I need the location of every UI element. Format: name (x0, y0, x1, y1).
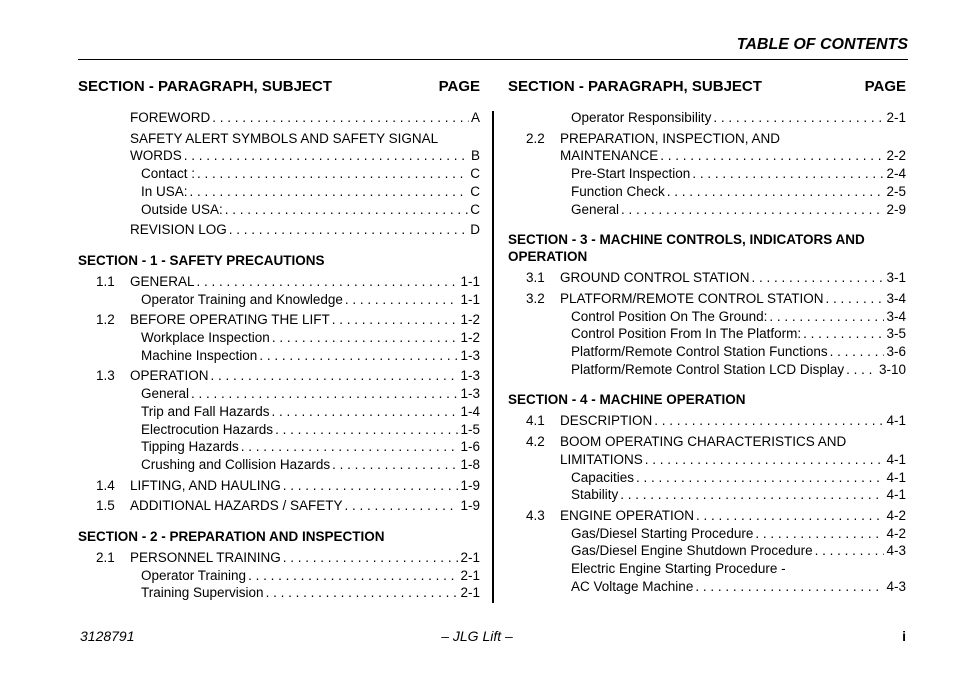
toc-entry-title: PREPARATION, INSPECTION, AND (560, 130, 781, 146)
toc-entry-page: C (470, 166, 480, 182)
toc-entry[interactable] (508, 361, 906, 379)
dot-leader (660, 147, 884, 165)
toc-entry[interactable] (508, 560, 906, 578)
toc-entry-title: Outside USA: (141, 201, 223, 217)
toc-list-left (78, 109, 480, 602)
dot-leader (695, 578, 884, 596)
footer-publisher: – JLG Lift – (441, 628, 513, 644)
toc-entry[interactable] (78, 385, 480, 403)
dot-leader (645, 451, 885, 469)
toc-entry[interactable] (508, 525, 906, 543)
dot-leader (769, 308, 884, 326)
column-header-subject: SECTION - PARAGRAPH, SUBJECT (78, 78, 332, 95)
toc-entry-title: BEFORE OPERATING THE LIFT (130, 312, 330, 328)
toc-entry[interactable] (78, 549, 480, 567)
toc-entry[interactable] (78, 584, 480, 602)
toc-entry-title: MAINTENANCE (560, 148, 659, 164)
footer-page-number: i (902, 628, 906, 644)
column-divider (492, 111, 494, 603)
dot-leader (272, 329, 459, 347)
toc-entry-title: Crushing and Collision Hazards (141, 456, 331, 472)
toc-entry-title: Platform/Remote Control Station Functions (571, 344, 828, 360)
toc-entry-page: 2-4 (886, 166, 906, 182)
toc-entry-page: A (470, 110, 480, 125)
toc-entry[interactable] (78, 347, 480, 365)
toc-entry[interactable] (508, 147, 906, 165)
toc-entry[interactable] (508, 130, 906, 148)
toc-entry-title: Machine Inspection (141, 347, 258, 363)
toc-entry-page: 1-4 (460, 403, 480, 419)
dot-leader (803, 325, 884, 343)
dot-leader (345, 291, 459, 309)
toc-entry-page: 1-5 (460, 421, 480, 437)
dot-leader (815, 542, 885, 560)
toc-entry-page: 2-1 (886, 110, 906, 125)
toc-entry[interactable] (508, 343, 906, 361)
toc-entry-number: 1.2 (96, 312, 115, 328)
toc-entry-page: C (470, 183, 480, 199)
toc-entry-title: Gas/Diesel Engine Shutdown Procedure (571, 543, 813, 559)
toc-entry-page: 4-1 (886, 413, 906, 429)
toc-entry-title: Trip and Fall Hazards (141, 403, 270, 419)
column-header-left (78, 78, 480, 98)
toc-entry[interactable] (78, 183, 480, 201)
dot-leader (259, 347, 458, 365)
toc-entry-number: 1.1 (96, 273, 115, 289)
dot-leader (332, 311, 459, 329)
toc-entry[interactable] (508, 578, 906, 596)
toc-entry-title: Contact : (141, 166, 196, 182)
toc-section-heading: SECTION - 3 - MACHINE CONTROLS, INDICATORS AND OPERATION (508, 232, 865, 265)
toc-entry-page: 1-3 (460, 347, 480, 363)
toc-entry-title: SAFETY ALERT SYMBOLS AND SAFETY SIGNAL (130, 130, 439, 146)
toc-entry[interactable] (508, 451, 906, 469)
toc-entry[interactable] (78, 221, 480, 239)
toc-entry-title: Gas/Diesel Starting Procedure (571, 525, 754, 541)
toc-entry-page: 1-9 (460, 477, 480, 493)
dot-leader (190, 183, 469, 201)
document-header-title: TABLE OF CONTENTS (736, 36, 908, 53)
dot-leader (212, 109, 469, 127)
toc-entry[interactable] (78, 201, 480, 219)
toc-entry-title: GENERAL (130, 273, 195, 289)
toc-entry[interactable] (508, 486, 906, 504)
toc-entry-page: 4-1 (886, 451, 906, 467)
toc-entry-title: Control Position From In The Platform: (571, 326, 802, 342)
toc-entry-page: 2-1 (460, 585, 480, 601)
dot-leader (713, 109, 884, 127)
toc-entry[interactable] (508, 201, 906, 219)
dot-leader (332, 456, 458, 474)
toc-entry-title: Workplace Inspection (141, 330, 270, 346)
toc-entry-number: 2.1 (96, 550, 115, 566)
toc-entry[interactable] (78, 456, 480, 474)
toc-entry-title: Control Position On The Ground: (571, 308, 768, 324)
toc-entry-page: 1-3 (460, 368, 480, 384)
toc-entry-number: 3.2 (526, 290, 545, 306)
column-header-right (508, 78, 906, 98)
dot-leader (248, 567, 458, 585)
dot-leader (241, 438, 459, 456)
toc-entry-page: 2-1 (460, 550, 480, 566)
toc-entry[interactable] (78, 147, 480, 165)
dot-leader (654, 412, 884, 430)
toc-entry-title: FOREWORD (130, 110, 211, 125)
toc-entry-page: C (470, 201, 480, 217)
toc-entry-title: ENGINE OPERATION (560, 507, 695, 523)
toc-entry-page: 1-1 (460, 273, 480, 289)
toc-entry-number: 4.2 (526, 434, 545, 450)
dot-leader (283, 549, 459, 567)
header-rule (78, 59, 908, 60)
toc-entry-title: Training Supervision (141, 585, 264, 601)
toc-entry-title: Operator Responsibility (571, 110, 712, 125)
dot-leader (692, 165, 884, 183)
toc-entry[interactable] (508, 325, 906, 343)
toc-entry[interactable] (508, 183, 906, 201)
toc-entry-title: PLATFORM/REMOTE CONTROL STATION (560, 290, 824, 306)
dot-leader (621, 201, 884, 219)
toc-entry-page: 2-1 (460, 567, 480, 583)
toc-entry-page: 4-3 (886, 543, 906, 559)
toc-entry[interactable] (78, 497, 480, 515)
toc-entry-page: 3-5 (886, 326, 906, 342)
toc-entry-title: Stability (571, 487, 619, 503)
toc-entry[interactable] (508, 308, 906, 326)
toc-entry[interactable] (78, 109, 480, 127)
toc-entry-title: Electric Engine Starting Procedure - (571, 561, 786, 577)
dot-leader (266, 584, 459, 602)
dot-leader (345, 497, 459, 515)
toc-entry-title: WORDS (130, 148, 182, 164)
toc-entry-page: 1-8 (460, 456, 480, 472)
toc-column-left (78, 78, 480, 602)
column-header-subject: SECTION - PARAGRAPH, SUBJECT (508, 78, 762, 95)
dot-leader (225, 201, 468, 219)
toc-entry-page: B (470, 148, 480, 164)
toc-entry-title: AC Voltage Machine (571, 578, 694, 594)
dot-leader (229, 221, 468, 239)
toc-entry-title: LIMITATIONS (560, 451, 643, 467)
dot-leader (846, 361, 877, 379)
toc-entry[interactable] (508, 109, 906, 127)
toc-entry-page: 1-6 (460, 439, 480, 455)
dot-leader (272, 403, 459, 421)
toc-entry[interactable] (78, 329, 480, 347)
toc-entry-title: PERSONNEL TRAINING (130, 550, 281, 566)
dot-leader (620, 486, 884, 504)
toc-entry-page: 3-10 (878, 361, 906, 377)
column-header-page: PAGE (864, 78, 906, 95)
toc-entry-page: 1-3 (460, 386, 480, 402)
toc-entry[interactable] (508, 412, 906, 430)
dot-leader (197, 273, 459, 291)
toc-entry-number: 1.5 (96, 498, 115, 514)
toc-entry-title: Pre-Start Inspection (571, 166, 691, 182)
toc-entry-number: 4.1 (526, 413, 545, 429)
toc-entry-title: General (141, 386, 190, 402)
toc-entry-title: General (571, 201, 620, 217)
toc-entry-page: 3-1 (886, 270, 906, 286)
toc-entry[interactable] (78, 477, 480, 495)
toc-entry[interactable] (78, 165, 480, 183)
toc-entry-page: 1-2 (460, 312, 480, 328)
toc-entry-page: 1-1 (460, 291, 480, 307)
toc-entry-title: Operator Training and Knowledge (141, 291, 343, 307)
toc-entry-title: Platform/Remote Control Station LCD Display (571, 361, 845, 377)
toc-entry[interactable] (508, 542, 906, 560)
toc-entry-title: GROUND CONTROL STATION (560, 270, 750, 286)
toc-column-right (508, 78, 906, 595)
toc-section-heading: SECTION - 1 - SAFETY PRECAUTIONS (78, 252, 325, 268)
toc-entry-page: 3-6 (886, 344, 906, 360)
toc-entry-number: 1.4 (96, 477, 115, 493)
toc-entry-page: 4-2 (886, 525, 906, 541)
dot-leader (191, 385, 458, 403)
toc-entry-title: BOOM OPERATING CHARACTERISTICS AND (560, 434, 847, 450)
toc-entry-title: Function Check (571, 183, 665, 199)
toc-entry-title: DESCRIPTION (560, 413, 653, 429)
toc-entry[interactable] (78, 311, 480, 329)
toc-entry-number: 2.2 (526, 130, 545, 146)
toc-entry-page: 3-4 (886, 290, 906, 306)
toc-entry-number: 1.3 (96, 368, 115, 384)
toc-entry-page: 1-2 (460, 330, 480, 346)
toc-entry-page: 4-1 (886, 469, 906, 485)
toc-entry[interactable] (508, 507, 906, 525)
toc-entry[interactable] (508, 269, 906, 287)
toc-section-heading: SECTION - 4 - MACHINE OPERATION (508, 392, 746, 408)
toc-entry-page: 3-4 (886, 308, 906, 324)
toc-entry-page: D (470, 222, 480, 238)
toc-entry[interactable] (508, 469, 906, 487)
toc-entry-title: Electrocution Hazards (141, 421, 274, 437)
toc-entry-title: LIFTING, AND HAULING (130, 477, 281, 493)
toc-entry[interactable] (78, 438, 480, 456)
toc-entry-title: In USA: (141, 183, 188, 199)
dot-leader (197, 165, 468, 183)
toc-entry-page: 4-3 (886, 578, 906, 594)
dot-leader (275, 421, 458, 439)
toc-entry[interactable] (78, 291, 480, 309)
dot-leader (667, 183, 885, 201)
toc-entry-number: 3.1 (526, 270, 545, 286)
toc-entry-page: 2-9 (886, 201, 906, 217)
toc-entry-page: 2-2 (886, 148, 906, 164)
toc-entry-title: ADDITIONAL HAZARDS / SAFETY (130, 498, 343, 514)
toc-entry-number: 4.3 (526, 507, 545, 523)
dot-leader (696, 507, 884, 525)
column-header-page: PAGE (438, 78, 480, 95)
toc-entry-title: Operator Training (141, 567, 247, 583)
toc-entry-title: Tipping Hazards (141, 439, 239, 455)
toc-entry-page: 4-1 (886, 487, 906, 503)
toc-entry-title: Capacities (571, 469, 635, 485)
footer-doc-number: 3128791 (80, 628, 135, 644)
toc-entry[interactable] (78, 421, 480, 439)
dot-leader (755, 525, 884, 543)
toc-entry[interactable] (78, 567, 480, 585)
toc-entry-page: 1-9 (460, 498, 480, 514)
dot-leader (184, 147, 469, 165)
dot-leader (826, 290, 885, 308)
toc-entry[interactable] (78, 273, 480, 291)
toc-entry-title: REVISION LOG (130, 222, 227, 238)
toc-entry-title: OPERATION (130, 368, 209, 384)
toc-entry-page: 4-2 (886, 507, 906, 523)
dot-leader (752, 269, 885, 287)
toc-entry[interactable] (508, 433, 906, 451)
dot-leader (283, 477, 459, 495)
dot-leader (830, 343, 885, 361)
toc-entry[interactable] (78, 130, 480, 148)
toc-entry[interactable] (508, 290, 906, 308)
toc-entry[interactable] (78, 403, 480, 421)
toc-entry[interactable] (508, 165, 906, 183)
toc-entry-page: 2-5 (886, 183, 906, 199)
dot-leader (211, 367, 459, 385)
toc-list-right (508, 109, 906, 595)
dot-leader (636, 469, 884, 487)
toc-section-heading: SECTION - 2 - PREPARATION AND INSPECTION (78, 529, 385, 545)
toc-entry[interactable] (78, 367, 480, 385)
